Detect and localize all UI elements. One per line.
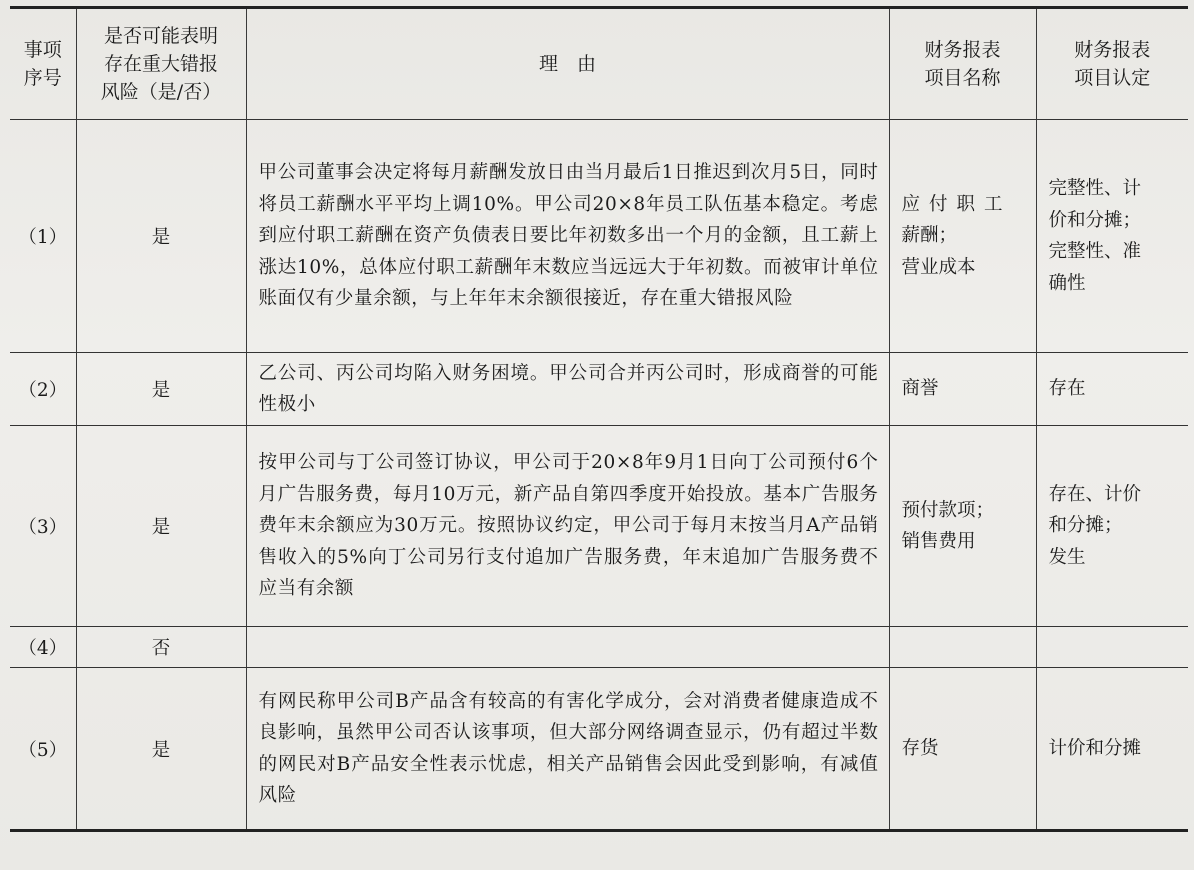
table-row — [10, 353, 1188, 426]
header-risk — [76, 8, 246, 120]
header-item-line-1: 财务报表 — [924, 39, 1001, 61]
statement-item-line: 存货 — [901, 737, 939, 759]
header-assert-line-1: 财务报表 — [1074, 39, 1151, 61]
statement-item-line: 薪酬； — [901, 225, 958, 247]
header-reason — [246, 8, 889, 120]
statement-item-line: 应付职工 — [901, 193, 1012, 215]
assertion-line: 确性 — [1048, 272, 1086, 294]
statement-item-line: 销售费用 — [901, 531, 976, 552]
assertion-line: 计价和分摊 — [1048, 737, 1142, 759]
statement-item — [889, 353, 1036, 426]
table-row — [10, 120, 1188, 353]
risk-answer: 否 — [76, 627, 246, 668]
row-number: （5） — [10, 668, 76, 831]
header-assert-line-2: 项目认定 — [1074, 67, 1151, 89]
header-risk-line-3: 风险（是/否） — [100, 81, 222, 103]
row-number: （4） — [10, 627, 76, 668]
assertion — [1036, 627, 1188, 668]
reason-text: 按甲公司与丁公司签订协议，甲公司于20×8年9月1日向丁公司预付6个月广告服务费，每月10万元，新产品自第四季度开始投放。基本广告服务费年末余额应为30万元。按照协议约定，甲公司于每月末按当月A产品销售收入的5%向丁公司另行支付追加广告服务费，年末追加广告服务费不应当有余额 — [246, 426, 889, 627]
statement-item-line: 预付款项； — [901, 499, 995, 521]
assertion-line: 价和分摊； — [1048, 209, 1142, 231]
assertion-line: 发生 — [1048, 546, 1086, 568]
assertion-line: 存在 — [1048, 378, 1086, 400]
audit-risk-table — [10, 6, 1188, 832]
table-row — [10, 426, 1188, 627]
assertion-line: 存在、计价 — [1048, 483, 1142, 505]
table-row — [10, 627, 1188, 668]
statement-item-line: 营业成本 — [901, 256, 976, 278]
statement-item — [889, 668, 1036, 831]
header-reason-text: 理 由 — [538, 53, 596, 75]
row-number: （1） — [10, 120, 76, 353]
header-item-line-2: 项目名称 — [924, 67, 1001, 89]
statement-item — [889, 120, 1036, 353]
assertion — [1036, 426, 1188, 627]
header-risk-line-1: 是否可能表明 — [103, 25, 218, 47]
table-header-row — [10, 8, 1188, 120]
table-row — [10, 668, 1188, 831]
statement-item-line: 商誉 — [901, 378, 939, 400]
risk-answer: 是 — [76, 120, 246, 353]
assertion-line: 完整性、准 — [1048, 241, 1142, 262]
risk-answer: 是 — [76, 426, 246, 627]
header-no-line-1: 事项 — [23, 39, 62, 61]
assertion-line: 完整性、计 — [1048, 178, 1142, 199]
assertion — [1036, 353, 1188, 426]
risk-answer: 是 — [76, 668, 246, 831]
header-assertion — [1036, 8, 1188, 120]
reason-text: 甲公司董事会决定将每月薪酬发放日由当月最后1日推迟到次月5日，同时将员工薪酬水平平均上调10%。甲公司20×8年员工队伍基本稳定。考虑到应付职工薪酬在资产负债表日要比年初数多出一个月的金额，且工薪上涨达10%，总体应付职工薪酬年末数应当远远大于年初数。而被审计单位账面仅有少量余额，与上年年末余额很接近，存在重大错报风险 — [246, 120, 889, 353]
assertion — [1036, 668, 1188, 831]
reason-text: 有网民称甲公司B产品含有较高的有害化学成分，会对消费者健康造成不良影响，虽然甲公司否认该事项，但大部分网络调查显示，仍有超过半数的网民对B产品安全性表示忧虑，相关产品销售会因此受到影响，有减值风险 — [246, 668, 889, 831]
row-number: （3） — [10, 426, 76, 627]
header-no-line-2: 序号 — [23, 67, 62, 89]
header-statement-item — [889, 8, 1036, 120]
statement-item — [889, 426, 1036, 627]
risk-answer: 是 — [76, 353, 246, 426]
assertion-line: 和分摊； — [1048, 515, 1123, 537]
assertion — [1036, 120, 1188, 353]
header-item-number — [10, 8, 76, 120]
row-number: （2） — [10, 353, 76, 426]
reason-text — [246, 627, 889, 668]
statement-item — [889, 627, 1036, 668]
header-risk-line-2: 存在重大错报 — [103, 53, 218, 75]
reason-text: 乙公司、丙公司均陷入财务困境。甲公司合并丙公司时，形成商誉的可能性极小 — [246, 353, 889, 426]
